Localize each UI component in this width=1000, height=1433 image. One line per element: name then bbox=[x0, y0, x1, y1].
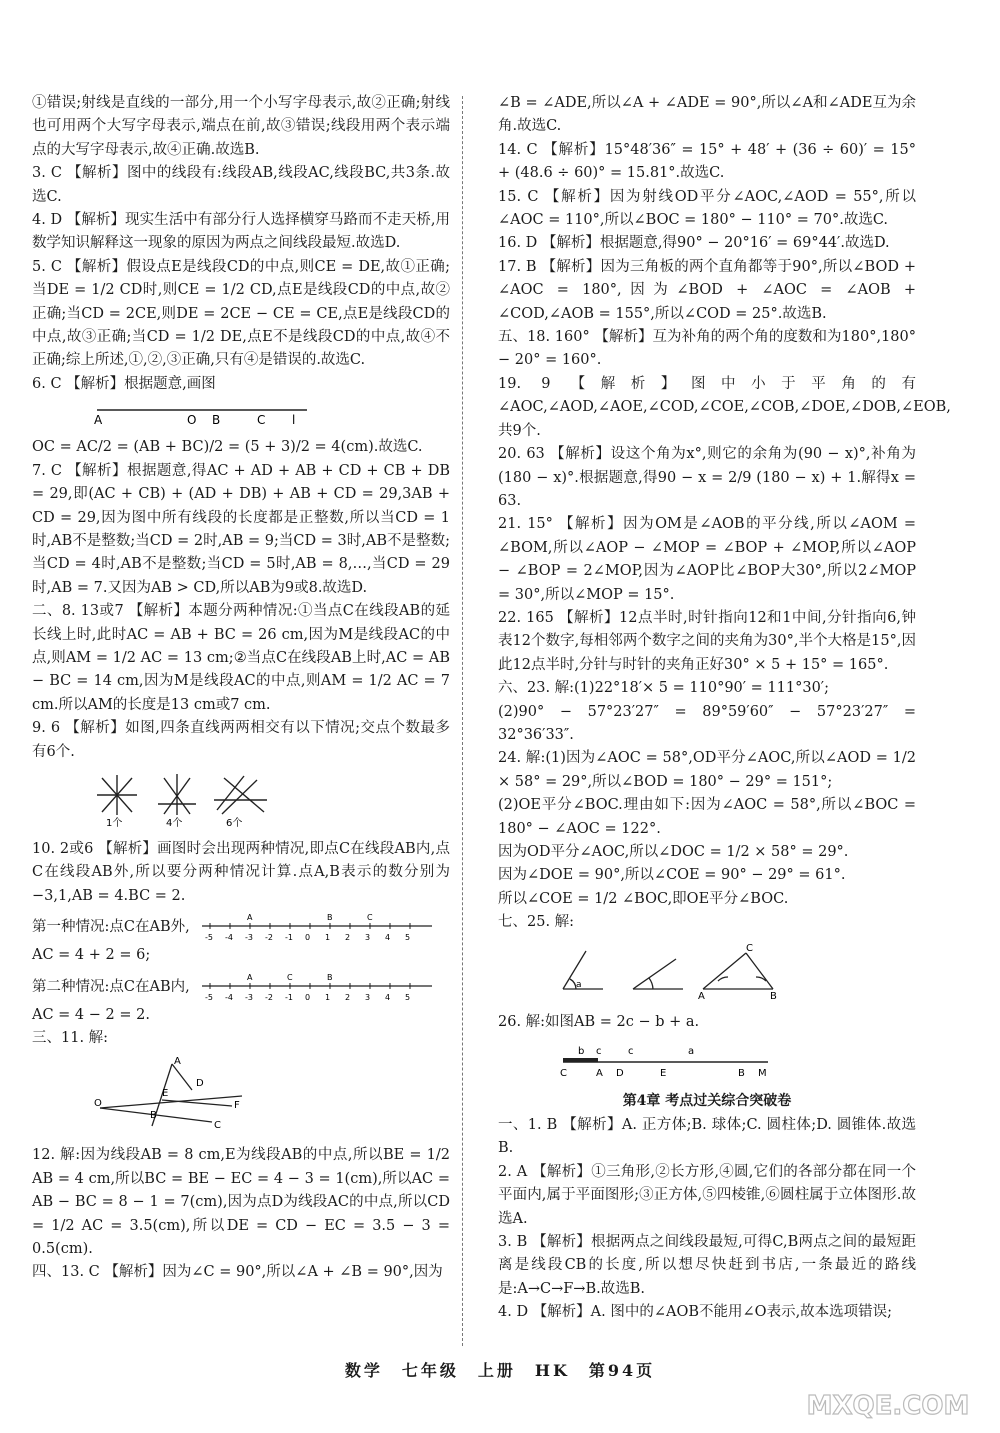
q25-label-a: a bbox=[576, 979, 582, 990]
answer-q6: 6. C 【解析】根据题意,画图 bbox=[32, 375, 216, 392]
right-column bbox=[498, 92, 951, 1325]
q6-label-b: B bbox=[212, 413, 221, 427]
q26-label-c-mid: c bbox=[628, 1046, 634, 1058]
ch4-answer-q3: 3. B 【解析】根据两点之间线段最短,可得C,B两点之间的最短距离是线段CB的长度,所以想尽快赶到书店,一条最近的路线是:A→C→F→B.故选B. bbox=[498, 1234, 916, 1297]
answer-q9: 9. 6 【解析】如图,四条直线两两相交有以下情况;交点个数最多有6个. bbox=[32, 720, 450, 760]
answer-q6-calc: OC = AC/2 = (AB + BC)/2 = (5 + 3)/2 = 4(cm).故选C. bbox=[32, 439, 423, 456]
q26-label-d: D bbox=[616, 1068, 624, 1080]
answer-q12: 12. 解:因为线段AB = 8 cm,E为线段AB的中点,所以BE = 1/2 AB = 4 cm,所以BC = BE − EC = 4 − 3 = 1(cm),所以AC = AB − BC = 8 − 1 = 7(cm),因为点D为线段AC的中点,所以CD = 1/2 AC = 3.5(cm),所以DE = CD − EC = 3.5 − 3 = 0.5(cm). bbox=[32, 1147, 450, 1258]
answer-q10: 10. 2或6 【解析】画图时会出现两种情况,即点C在线段AB内,点C在线段AB外,所以要分两种情况计算.点A,B表示的数分别为 −3,1,AB = 4.BC = 2. bbox=[32, 840, 450, 904]
ch4-answer-q2: 2. A 【解析】①三角形,②长方形,④圆,它们的各部分都在同一个平面内,属于平面图形;③正方体,⑤四棱锥,⑥圆柱属于立体图形.故选A. bbox=[498, 1163, 916, 1227]
q11-label-e: E bbox=[162, 1088, 169, 1100]
answer-q23-1: 六、23. 解:(1)22°18′× 5 = 110°90′ = 111°30′; bbox=[498, 680, 829, 697]
q10-line2-tick-label: -1 bbox=[285, 992, 293, 1002]
watermark-text: MXQE.COM bbox=[806, 1391, 970, 1421]
answer-q7: 7. C 【解析】根据题意,得AC + AD + AB + CD + CB + DB = 29,即(AC + CB) + (AD + DB) + AB + CD = 29,3AB + CD = 29,因为图中所有线段的长度都是正整数,所以当CD = 1时,AB不是整数;当CD = 2时,AB = 9;当CD = 3时,AB不是整数;当CD = 4时,AB不是整数;当CD = 5时,AB = 8,…,当CD = 29时,AB = 7.又因为AB > CD,所以AB为9或8.故选D. bbox=[32, 462, 450, 596]
q10-case1-text: 第一种情况:点C在AB外, bbox=[32, 919, 190, 936]
q9-caption-1: 1个 bbox=[106, 817, 123, 828]
q10-line1-point-label: C bbox=[367, 913, 373, 923]
answer-q25: 七、25. 解: bbox=[498, 914, 575, 931]
q10-line1-tick-label: 4 bbox=[385, 933, 391, 943]
q10-line2-point-label: C bbox=[287, 972, 293, 982]
answer-q18: 五、18. 160° 【解析】互为补角的两个角的度数和为180°,180° − 20° = 160°. bbox=[498, 329, 916, 369]
answer-q21: 21. 15° 【解析】因为OM是∠AOB的平分线,所以∠AOM = ∠BOM,所以∠AOP − ∠MOP = ∠BOP + ∠MOP,所以∠AOP − ∠BOP = 2∠MOP,因为∠AOP比∠BOP大30°,所以2∠MOP = 30°,所以∠MOP = 15°. bbox=[498, 516, 916, 603]
q6-segment-svg bbox=[92, 402, 312, 426]
q11-label-d: D bbox=[196, 1078, 204, 1090]
figure-q11 bbox=[92, 1056, 450, 1138]
q26-label-m: M bbox=[758, 1068, 767, 1080]
q6-label-l: l bbox=[292, 413, 296, 427]
q10-line2-tick-label: -2 bbox=[265, 992, 273, 1002]
q10-line2-tick-label: -3 bbox=[245, 992, 253, 1002]
answer-q14: 14. C 【解析】15°48′36″ = 15° + 48′ + (36 ÷ 60)′ = 15° + (48.6 ÷ 60)° = 15.81°.故选C. bbox=[498, 141, 916, 182]
q25-construction-svg bbox=[558, 941, 798, 1001]
answer-q8: 二、8. 13或7 【解析】本题分两种情况:①当点C在线段AB的延长线上时,此时AC = AB + BC = 26 cm,因为M是线段AC的中点,则AM = 1/2 AC = 13 cm;②当点C在线段AB上时,AC = AB − BC = 14 cm,因为M是线段AC的中点,则AM = 1/2 AC = 7 cm.所以AM的长度是13 cm或7 cm. bbox=[32, 603, 450, 713]
q10-line2-tick-label: 2 bbox=[345, 992, 351, 1002]
q26-label-c: C bbox=[560, 1068, 567, 1080]
q25-label-c: C bbox=[746, 942, 753, 954]
answer-q17: 17. B 【解析】因为三角板的两个直角都等于90°,所以∠BOD + ∠AOC = 180°,因为∠BOD + ∠AOC = ∠AOB + ∠COD,∠AOB = 155°,所以∠COD = 25°.故选B. bbox=[498, 258, 916, 322]
figure-q6-line bbox=[92, 402, 450, 430]
answer-q2-cont: ①错误;射线是直线的一部分,用一个小写字母表示,故②正确;射线也可用两个大写字母表示,端点在前,故③错误;线段用两个表示端点的大写字母表示,故④正确.故选B. bbox=[32, 95, 450, 158]
q10-case1-row bbox=[32, 908, 450, 944]
q10-line1-tick-label: -4 bbox=[225, 933, 233, 943]
answer-q24-4: 因为∠DOE = 90°,所以∠COE = 90° − 29° = 61°. bbox=[498, 867, 846, 884]
ch4-answer-q4: 4. D 【解析】A. 图中的∠AOB不能用∠O表示,故本选项错误; bbox=[498, 1304, 893, 1321]
answer-q24-1: 24. 解:(1)因为∠AOC = 58°,OD平分∠AOC,所以∠AOD = 1/2 × 58° = 29°,所以∠BOD = 180° − 29° = 151°; bbox=[498, 750, 916, 790]
q10-line1-tick-label: -5 bbox=[205, 933, 213, 943]
q11-segments-svg bbox=[92, 1056, 262, 1134]
q10-line2-tick-label: 5 bbox=[405, 992, 411, 1002]
q26-label-a: A bbox=[596, 1068, 603, 1080]
q26-label-a-small: a bbox=[688, 1046, 695, 1058]
figure-q25 bbox=[558, 941, 916, 1005]
q6-label-o: O bbox=[187, 413, 197, 427]
q10-number-line-2 bbox=[200, 968, 440, 1002]
answer-q20: 20. 63 【解析】设这个角为x°,则它的余角为(90 − x)°,补角为(180 − x)°.根据题意,得90 − x = 2/9 (180 − x) + 1.解得x = 63. bbox=[498, 446, 916, 509]
q26-label-c-small: c bbox=[596, 1046, 602, 1058]
q26-label-e: E bbox=[660, 1068, 667, 1080]
figure-q9-lines bbox=[92, 770, 450, 832]
answer-q19: 19. 9 【解析】图中小于平角的有∠AOC,∠AOD,∠AOE,∠COD,∠COE,∠COB,∠DOE,∠DOB,∠EOB,共9个. bbox=[498, 375, 951, 439]
q10-case2-row bbox=[32, 968, 450, 1004]
q10-line2-tick-label: 3 bbox=[365, 992, 371, 1002]
q10-line1-point-label: A bbox=[247, 913, 253, 923]
q10-line1-point-label: B bbox=[327, 913, 333, 923]
q26-label-b-small: b bbox=[578, 1046, 585, 1058]
q25-label-b: B bbox=[770, 990, 777, 1001]
watermark-logo bbox=[788, 1356, 988, 1426]
q11-label-b: B bbox=[150, 1110, 157, 1122]
q10-line2-tick-label: 1 bbox=[325, 992, 331, 1002]
q11-label-a: A bbox=[174, 1056, 181, 1068]
answer-q5: 5. C 【解析】假设点E是线段CD的中点,则CE = DE,故①正确;当DE = 1/2 CD时,则CE = 1/2 CD,点E是线段CD的中点,故②正确;当CD = 2CE,则DE = 2CE − CE = CE,点E是线段CD的中点,故③正确;当CD = 1/2 DE,点E不是线段CD的中点,故④不正确;综上所述,①,②,③正确,只有④是错误的.故选C. bbox=[32, 258, 450, 369]
q10-line1-tick-label: 0 bbox=[305, 933, 311, 943]
ch4-answer-q1: 一、1. B 【解析】A. 正方体;B. 球体;C. 圆柱体;D. 圆锥体.故选B. bbox=[498, 1117, 916, 1157]
q10-line1-tick-label: 1 bbox=[325, 933, 331, 943]
q9-caption-3: 6个 bbox=[226, 817, 243, 828]
q10-line2-point-label: B bbox=[327, 972, 333, 982]
answer-q16: 16. D 【解析】根据题意,得90° − 20°16′ = 69°44′.故选D. bbox=[498, 235, 890, 252]
page-footer: 数学 七年级 上册 HK 第94页 bbox=[344, 1361, 656, 1380]
answer-q22: 22. 165 【解析】12点半时,时针指向12和1中间,分针指向6,钟表12个数字,每相邻两个数字之间的夹角为30°,半个大格是15°,因此12点半时,分针与时针的夹角正好30° × 5 + 15° = 165°. bbox=[498, 609, 916, 673]
q10-line1-tick-label: -2 bbox=[265, 933, 273, 943]
answer-q13-cont: ∠B = ∠ADE,所以∠A + ∠ADE = 90°,所以∠A和∠ADE互为余角.故选C. bbox=[498, 95, 916, 135]
answer-q3: 3. C 【解析】图中的线段有:线段AB,线段AC,线段BC,共3条.故选C. bbox=[32, 165, 450, 205]
answer-q24-2: (2)OE平分∠BOC.理由如下:因为∠AOC = 58°,所以∠BOC = 180° − ∠AOC = 122°. bbox=[498, 797, 916, 837]
q10-line2-tick-label: -4 bbox=[225, 992, 233, 1002]
q10-line1-tick-label: -1 bbox=[285, 933, 293, 943]
q25-label-big-a: A bbox=[698, 990, 705, 1001]
q10-case2-result: AC = 4 − 2 = 2. bbox=[32, 1006, 150, 1023]
q11-label-c: C bbox=[214, 1120, 221, 1132]
q10-line2-tick-label: 4 bbox=[385, 992, 391, 1002]
q26-segment-svg bbox=[558, 1040, 778, 1080]
answer-q15: 15. C 【解析】因为射线OD平分∠AOC,∠AOD = 55°,所以∠AOC = 110°,所以∠BOC = 180° − 110° = 70°.故选C. bbox=[498, 188, 916, 229]
q11-label-f: F bbox=[234, 1100, 240, 1112]
q9-caption-2: 4个 bbox=[166, 817, 183, 828]
q11-label-o: O bbox=[94, 1098, 102, 1110]
figure-q26 bbox=[558, 1040, 916, 1084]
answer-q24-5: 所以∠COE = 1/2 ∠BOC,即OE平分∠BOC. bbox=[498, 890, 789, 907]
answer-q11: 三、11. 解: bbox=[32, 1030, 109, 1046]
q10-line2-tick-label: 0 bbox=[305, 992, 311, 1002]
q10-line2-tick-label: -5 bbox=[205, 992, 213, 1002]
q10-line1-tick-label: 3 bbox=[365, 933, 371, 943]
q10-case1-result: AC = 4 + 2 = 6; bbox=[32, 947, 151, 964]
chapter-heading: 第4章 考点过关综合突破卷 bbox=[622, 1093, 792, 1110]
answer-q24-3: 因为OD平分∠AOC,所以∠DOC = 1/2 × 58° = 29°. bbox=[498, 844, 849, 860]
q26-label-b: B bbox=[738, 1068, 745, 1080]
q10-line1-tick-label: 2 bbox=[345, 933, 351, 943]
q6-label-a: A bbox=[94, 413, 103, 427]
q10-case2-text: 第二种情况:点C在AB内, bbox=[32, 978, 190, 995]
q6-label-c: C bbox=[257, 413, 266, 427]
answer-q13: 四、13. C 【解析】因为∠C = 90°,所以∠A + ∠B = 90°,因为 bbox=[32, 1264, 443, 1281]
answer-q23-2: (2)90° − 57°23′27″ = 89°59′60″ − 57°23′27″ = 32°36′33″. bbox=[498, 703, 916, 743]
q10-line2-point-label: A bbox=[247, 972, 253, 982]
q10-number-line-1 bbox=[200, 908, 440, 942]
q9-intersections-svg bbox=[92, 770, 272, 828]
answer-q26: 26. 解:如图AB = 2c − b + a. bbox=[498, 1013, 700, 1030]
left-column bbox=[32, 92, 450, 1285]
q10-line1-tick-label: 5 bbox=[405, 933, 411, 943]
column-divider bbox=[462, 96, 463, 1346]
q10-line1-tick-label: -3 bbox=[245, 933, 253, 943]
answer-q4: 4. D 【解析】现实生活中有部分行人选择横穿马路而不走天桥,用数学知识解释这一现象的原因为两点之间线段最短.故选D. bbox=[32, 212, 450, 252]
